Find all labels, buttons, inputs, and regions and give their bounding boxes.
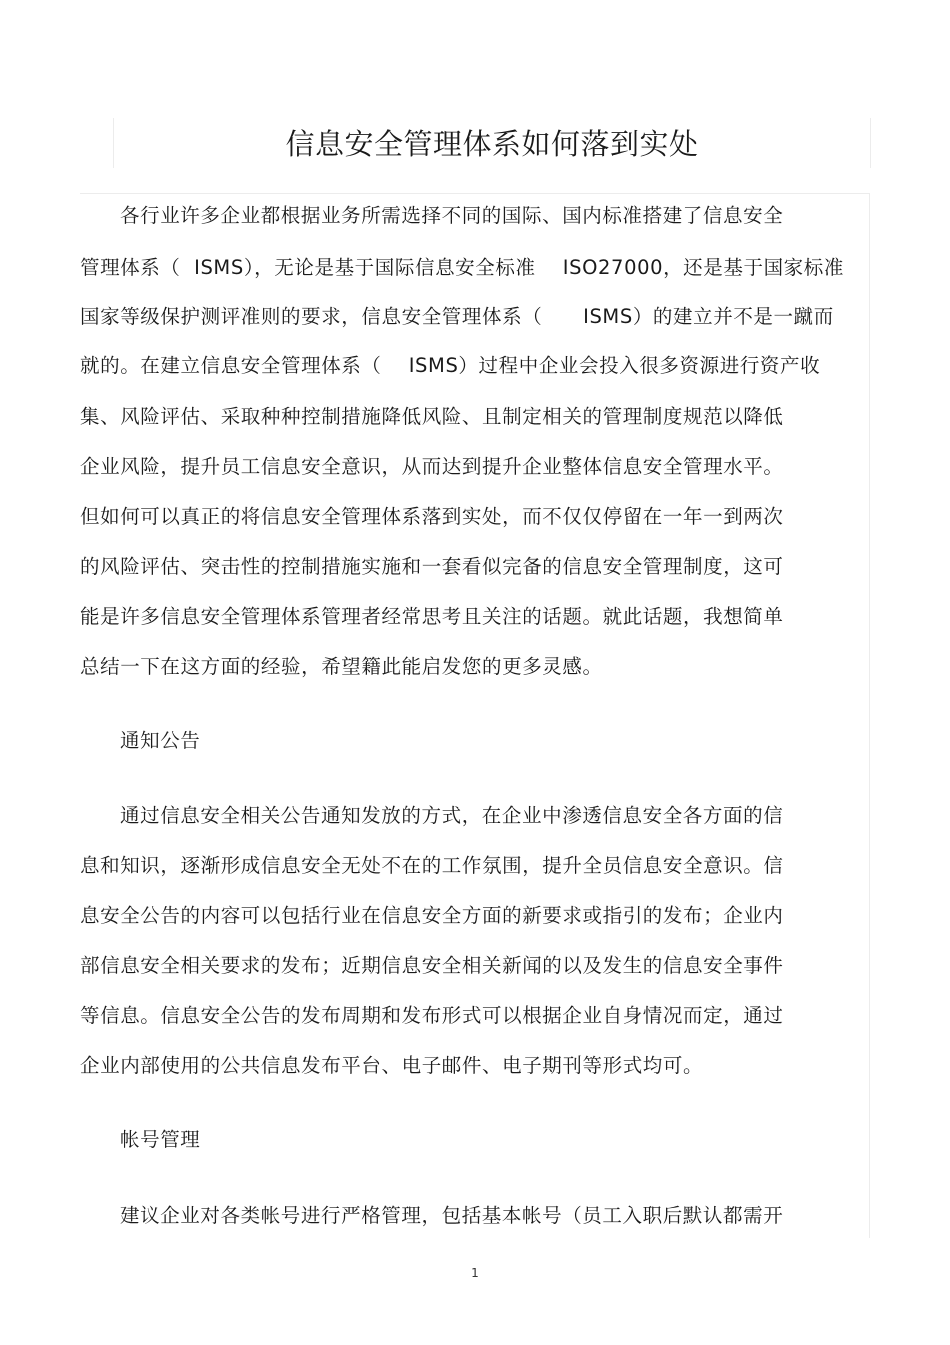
section1-line: 等信息。信息安全公告的发布周期和发布形式可以根据企业自身情况而定，通过: [80, 1004, 784, 1027]
section1-line: 通过信息安全相关公告通知发放的方式，在企业中渗透信息安全各方面的信: [120, 804, 784, 827]
page-number: 1: [471, 1266, 479, 1280]
section-heading-notice: 通知公告: [120, 729, 201, 752]
intro-line: 各行业许多企业都根据业务所需选择不同的国际、国内标准搭建了信息安全: [120, 204, 784, 227]
section1-line: 息和知识，逐渐形成信息安全无处不在的工作氛围，提升全员信息安全意识。信: [80, 854, 784, 877]
right-margin-line: [869, 193, 870, 1238]
intro-line: 总结一下在这方面的经验，希望籍此能启发您的更多灵感。: [80, 655, 603, 678]
intro-line: 就的。在建立信息安全管理体系（ ISMS）过程中企业会投入很多资源进行资产收: [80, 354, 821, 377]
intro-line: 但如何可以真正的将信息安全管理体系落到实处，而不仅仅停留在一年一到两次: [80, 505, 784, 528]
section2-line: 建议企业对各类帐号进行严格管理，包括基本帐号（员工入职后默认都需开: [120, 1204, 784, 1227]
intro-line: 国家等级保护测评准则的要求，信息安全管理体系（ ISMS）的建立并不是一蹴而: [80, 305, 834, 328]
header-divider: [80, 193, 870, 194]
document-title: 信息安全管理体系如何落到实处: [285, 127, 699, 161]
intro-line: 集、风险评估、采取种种控制措施降低风险、且制定相关的管理制度规范以降低: [80, 405, 784, 428]
section1-line: 息安全公告的内容可以包括行业在信息安全方面的新要求或指引的发布；企业内: [80, 904, 784, 927]
section1-line: 部信息安全相关要求的发布；近期信息安全相关新闻的以及发生的信息安全事件: [80, 954, 784, 977]
section1-line: 企业内部使用的公共信息发布平台、电子邮件、电子期刊等形式均可。: [80, 1054, 704, 1077]
section-heading-account: 帐号管理: [120, 1128, 201, 1151]
title-box: [113, 118, 871, 168]
intro-line: 的风险评估、突击性的控制措施实施和一套看似完备的信息安全管理制度，这可: [80, 555, 784, 578]
intro-line: 能是许多信息安全管理体系管理者经常思考且关注的话题。就此话题，我想简单: [80, 605, 784, 628]
intro-line: 企业风险，提升员工信息安全意识，从而达到提升企业整体信息安全管理水平。: [80, 455, 784, 478]
intro-line: 管理体系（ ISMS），无论是基于国际信息安全标准 ISO27000，还是基于国家标准: [80, 256, 844, 279]
